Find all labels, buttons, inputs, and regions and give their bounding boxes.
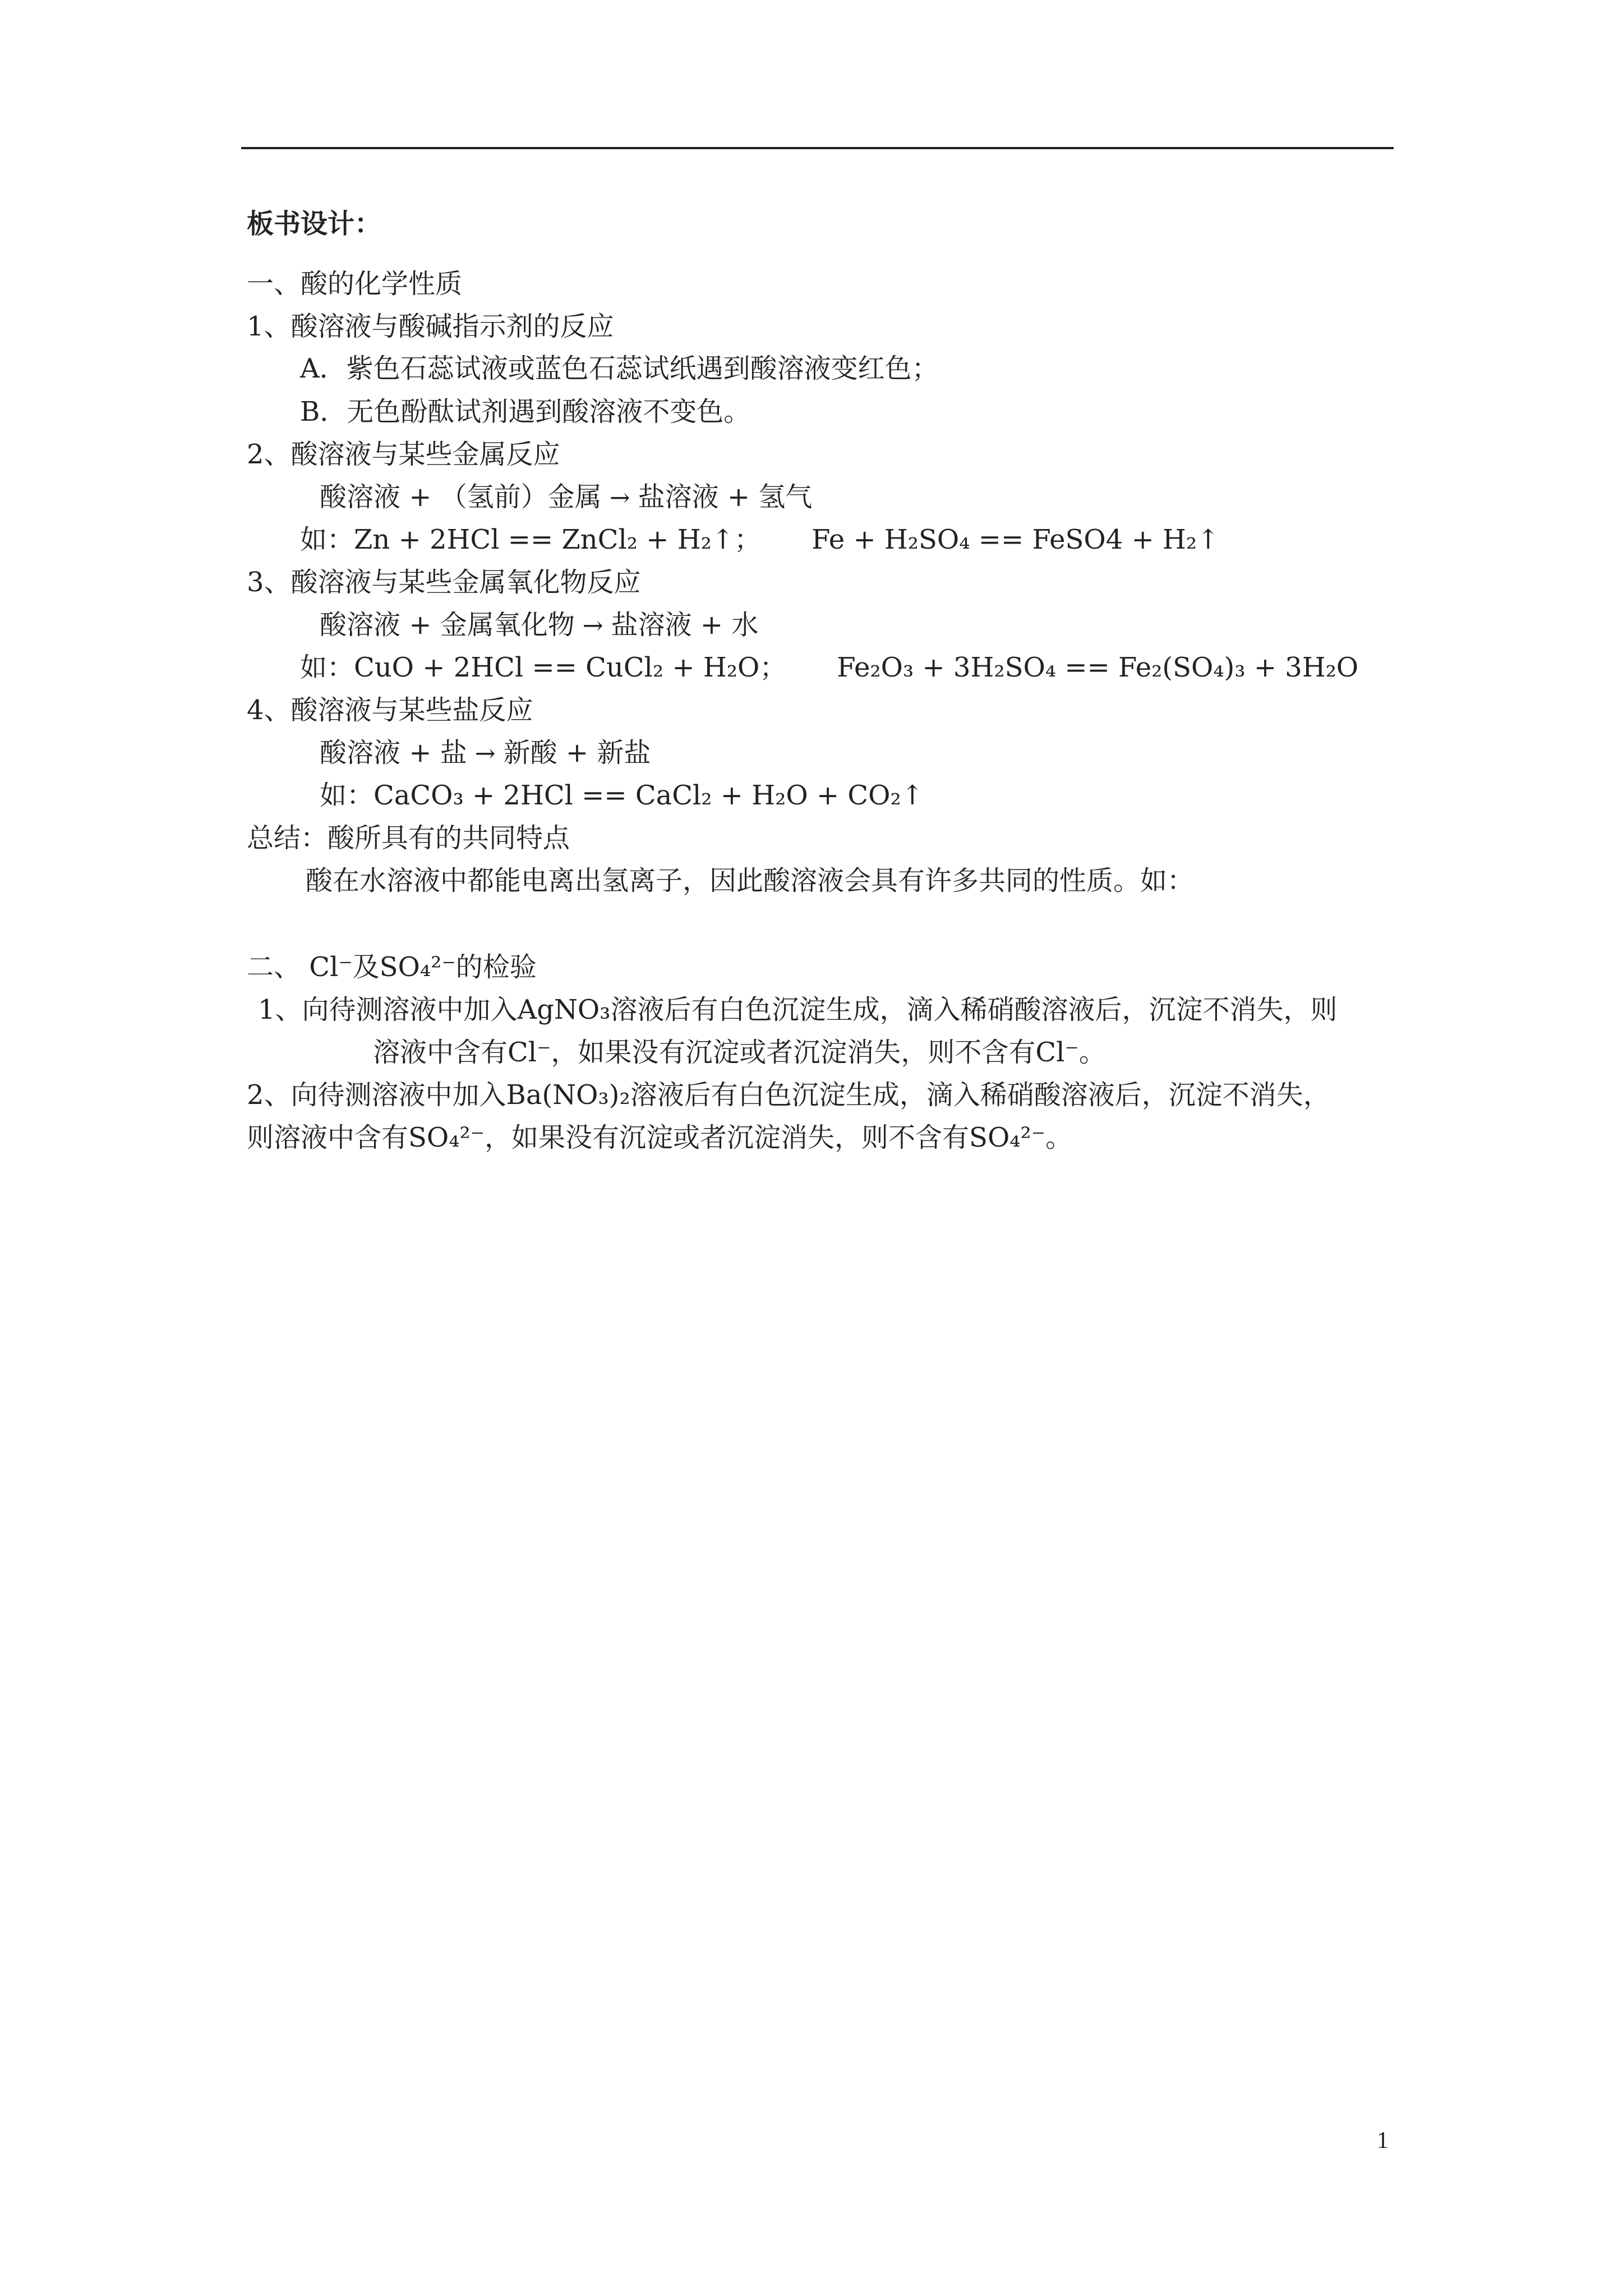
point-3-scheme — [320, 609, 759, 641]
point-1-heading: 1、酸溶液与酸碱指示剂的反应 — [247, 311, 614, 342]
scheme-right: 盐溶液 + 氢气 — [638, 481, 813, 513]
equation-zn: Zn + 2HCl == ZnCl₂ + H₂↑； — [354, 524, 762, 555]
equation-caco3: CaCO₃ + 2HCl == CaCl₂ + H₂O + CO₂↑ — [374, 780, 924, 811]
point-2-scheme — [320, 481, 813, 513]
point-1-item-b: B．无色酚酞试剂遇到酸溶液不变色。 — [300, 396, 751, 427]
equation-fe2o3: Fe₂O₃ + 3H₂SO₄ == Fe₂(SO₄)₃ + 3H₂O — [837, 652, 1359, 683]
summary-text: 酸在水溶液中都能电离出氢离子，因此酸溶液会具有许多共同的性质。如： — [306, 865, 1195, 896]
example-prefix: 如： — [300, 524, 354, 555]
test-1-line-1: 1、向待测溶液中加入AgNO₃溶液后有白色沉淀生成，滴入稀硝酸溶液后，沉淀不消失，则 — [258, 994, 1338, 1025]
scheme-left: 酸溶液 + 盐 — [320, 737, 467, 769]
point-3-heading: 3、酸溶液与某些金属氧化物反应 — [247, 567, 641, 598]
summary-heading: 总结：酸所具有的共同特点 — [247, 822, 570, 854]
test-1-line-2: 溶液中含有Cl⁻，如果没有沉淀或者沉淀消失，则不含有Cl⁻。 — [373, 1037, 1106, 1068]
scheme-right: 新酸 + 新盐 — [503, 737, 651, 769]
point-3-example — [300, 654, 1358, 681]
example-prefix: 如： — [320, 780, 374, 811]
reaction-arrow-icon: → — [474, 739, 496, 768]
section-2-heading: 二、 Cl⁻及SO₄²⁻的检验 — [247, 951, 537, 983]
point-1-item-a: A．紫色石蕊试液或蓝色石蕊试纸遇到酸溶液变红色； — [300, 353, 939, 384]
test-2-line-1: 2、向待测溶液中加入Ba(NO₃)₂溶液后有白色沉淀生成，滴入稀硝酸溶液后，沉淀不消失， — [247, 1079, 1330, 1111]
test-2-line-2: 则溶液中含有SO₄²⁻，如果没有沉淀或者沉淀消失，则不含有SO₄²⁻。 — [247, 1122, 1073, 1153]
point-2-example — [300, 526, 1219, 553]
equation-cuo: CuO + 2HCl == CuCl₂ + H₂O； — [354, 652, 787, 683]
point-4-example — [320, 782, 924, 809]
page-number: 1 — [1377, 2128, 1389, 2154]
point-2-heading: 2、酸溶液与某些金属反应 — [247, 439, 560, 470]
equation-fe: Fe + H₂SO₄ == FeSO4 + H₂↑ — [811, 524, 1220, 555]
scheme-right: 盐溶液 + 水 — [611, 609, 759, 641]
header-rule — [241, 147, 1394, 149]
section-1-heading: 一、酸的化学性质 — [247, 268, 463, 300]
reaction-arrow-icon: → — [582, 611, 603, 640]
board-design-title: 板书设计： — [247, 208, 382, 240]
reaction-arrow-icon: → — [609, 484, 630, 512]
scheme-left: 酸溶液 + 金属氧化物 — [320, 609, 575, 641]
scheme-left: 酸溶液 + （氢前）金属 — [320, 481, 602, 513]
point-4-scheme — [320, 737, 651, 769]
example-prefix: 如： — [300, 652, 354, 683]
point-4-heading: 4、酸溶液与某些盐反应 — [247, 694, 533, 726]
